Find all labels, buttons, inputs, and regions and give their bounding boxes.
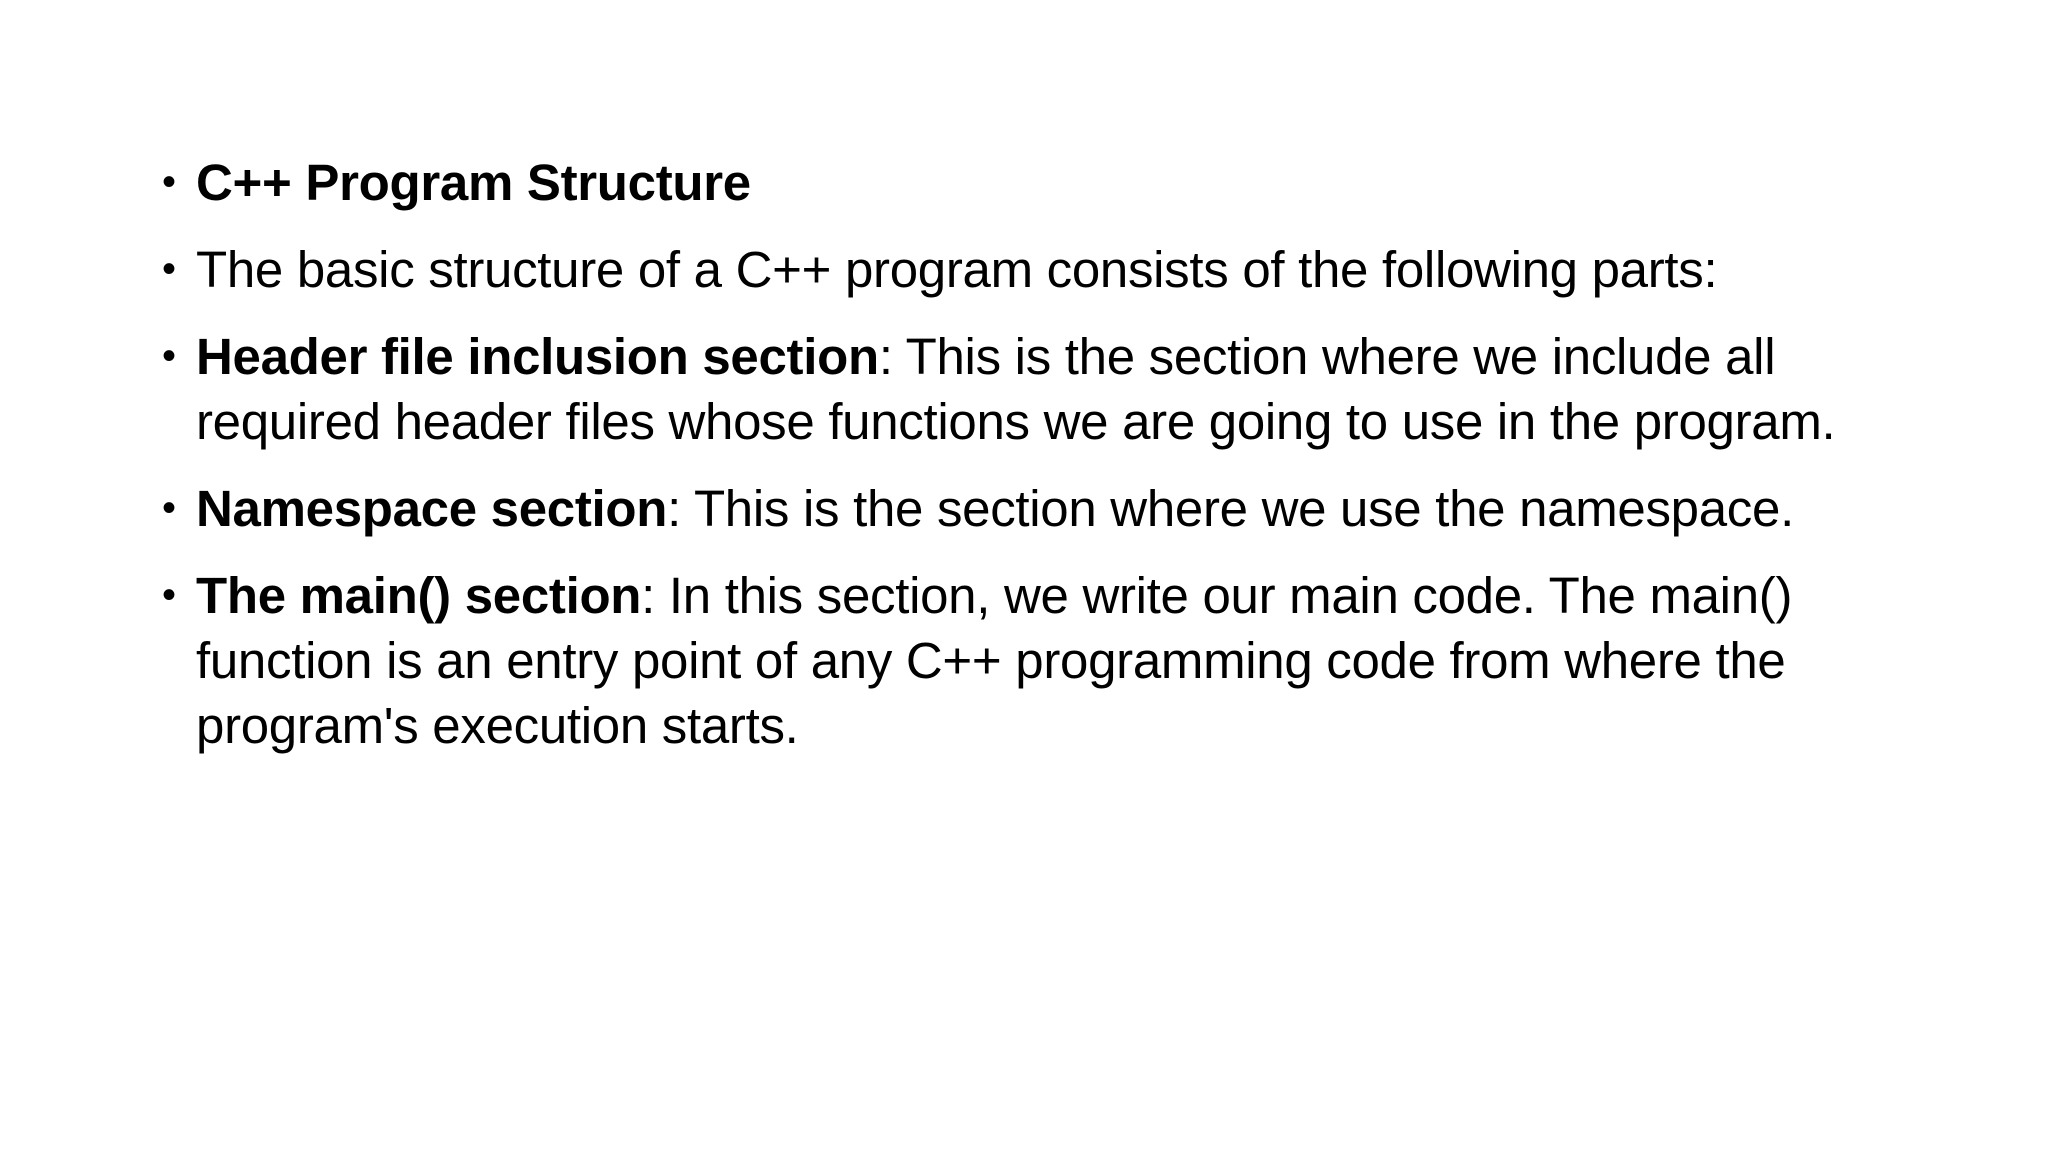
bullet-icon: • bbox=[162, 573, 176, 617]
bullet-item-intro bbox=[154, 237, 1914, 302]
bullet-item-title bbox=[154, 150, 1914, 215]
bullet-icon: • bbox=[162, 334, 176, 378]
bullet-item-header-section bbox=[154, 324, 1914, 454]
bullet-bold-text: The main() section bbox=[196, 567, 642, 624]
bullet-icon: • bbox=[162, 247, 176, 291]
bullet-text: : This is the section where we use the namespace. bbox=[667, 480, 1794, 537]
bullet-icon: • bbox=[162, 160, 176, 204]
bullet-list bbox=[154, 150, 1914, 780]
bullet-text: : This is the section where we include all required header files whose functions we are going to use in the program. bbox=[196, 328, 1836, 450]
bullet-text: The basic structure of a C++ program consists of the following parts: bbox=[196, 241, 1718, 298]
bullet-icon: • bbox=[162, 486, 176, 530]
bullet-item-main-section bbox=[154, 563, 1914, 758]
bullet-bold-text: Header file inclusion section bbox=[196, 328, 879, 385]
bullet-bold-text: C++ Program Structure bbox=[196, 154, 751, 211]
bullet-bold-text: Namespace section bbox=[196, 480, 668, 537]
bullet-item-namespace-section bbox=[154, 476, 1914, 541]
bullet-text: : In this section, we write our main code. The main() function is an entry point of any C++ programming code from where the program's execution starts. bbox=[196, 567, 1793, 754]
